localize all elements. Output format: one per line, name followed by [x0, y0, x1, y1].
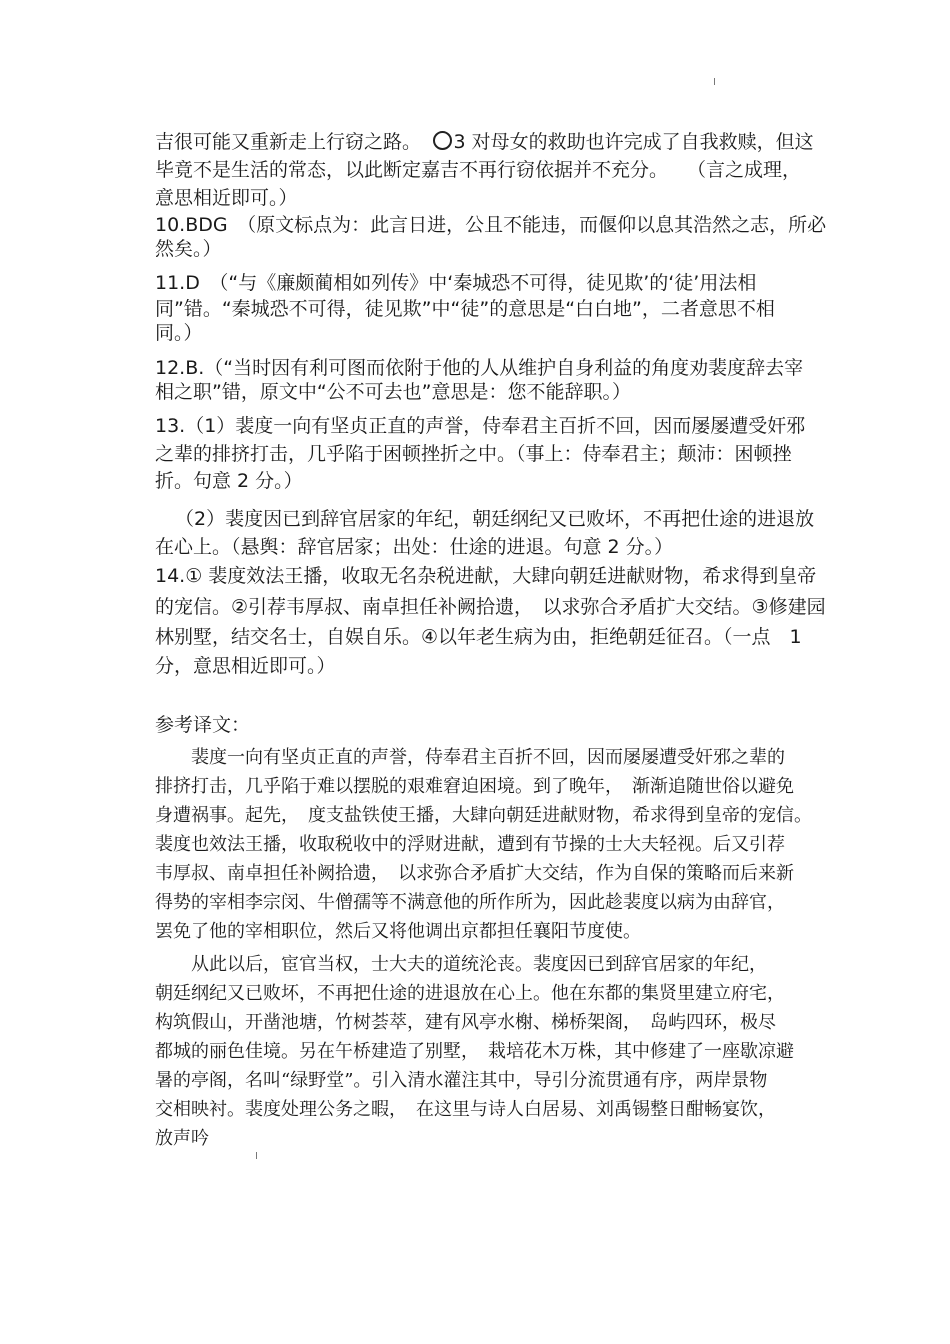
- answer-line-8: 同。）: [155, 322, 203, 344]
- translation-line-8: 从此以后，宦官当权，士大夫的道统沦丧。裴度因已到辞官居家的年纪，: [155, 954, 767, 975]
- translation-line-14: 放声吟: [155, 1128, 209, 1149]
- answer-text: 3 对母女的救助也许完成了自我救赎，但这: [453, 131, 814, 153]
- translation-line-1: 裴度一向有坚贞正直的声誉，侍奉君主百折不回，因而屡屡遭受奸邪之辈的: [155, 747, 785, 768]
- answer-line-5: 然矣。）: [155, 238, 222, 260]
- answer-line-15: 在心上。（悬舆：辞官居家；出处：仕途的进退。句意 2 分。）: [155, 536, 674, 558]
- translation-line-2: 排挤打击，几乎陷于难以摆脱的艰难窘迫困境。到了晚年， 渐渐追随世俗以避免: [155, 776, 794, 797]
- answer-line-17: 的宠信。②引荐韦厚叔、南卓担任补阙拾遗， 以求弥合矛盾扩大交结。③修建园: [155, 596, 826, 618]
- answer-line-1: [155, 129, 814, 155]
- answer-line-10: 相之职”错，原文中“公不可去也”意思是：您不能辞职。）: [155, 381, 632, 403]
- answer-11: 11.D （“与《廉颇蔺相如列传》中‘秦城恐不可得，徒见欺’的‘徒’用法相: [155, 272, 757, 294]
- answer-line-19: 分，意思相近即可。）: [155, 655, 336, 677]
- translation-line-4: 裴度也效法王播，收取税收中的浮财进献，遭到有节操的士大夫轻视。后又引荐: [155, 834, 785, 855]
- answer-10: 10.BDG （原文标点为：此言日进，公且不能违，而偃仰以息其浩然之志，所必: [155, 214, 827, 236]
- translation-line-12: 暑的亭阁，名叫“绿野堂”。引入清水灌注其中，导引分流贯通有序，两岸景物: [155, 1070, 768, 1091]
- translation-line-11: 都城的丽色佳境。另在午桥建造了别墅， 栽培花木万株，其中修建了一座歇凉避: [155, 1041, 794, 1062]
- answer-line-13: 折。句意 2 分。）: [155, 470, 303, 492]
- answer-line-12: 之辈的排挤打击，几乎陷于困顿挫折之中。（事上：侍奉君主；颠沛：困顿挫: [155, 443, 792, 465]
- translation-line-3: 身遭祸事。起先， 度支盐铁使王播，大肆向朝廷进献财物，希求得到皇帝的宠信。: [155, 805, 812, 826]
- scan-mark-top: [714, 78, 715, 85]
- translation-line-6: 得势的宰相李宗闵、牛僧孺等不满意他的所作所为，因此趁裴度以病为由辞官，: [155, 892, 785, 913]
- answer-14: 14.① 裴度效法王播，收取无名杂税进献，大肆向朝廷进献财物，希求得到皇帝: [155, 565, 817, 587]
- answer-12: 12.B.（“当时因有利可图而依附于他的人从维护自身利益的角度劝裴度辞去宰: [155, 357, 804, 379]
- answer-line-7: 同”错。“秦城恐不可得，徒见欺”中“徒”的意思是“白白地”，二者意思不相: [155, 298, 775, 320]
- translation-line-5: 韦厚叔、南卓担任补阙拾遗， 以求弥合矛盾扩大交结，作为自保的策略而后来新: [155, 863, 794, 884]
- answer-line-3: 意思相近即可。）: [155, 187, 298, 209]
- translation-line-9: 朝廷纲纪又已败坏，不再把仕途的进退放在心上。他在东都的集贤里建立府宅，: [155, 983, 785, 1004]
- translation-line-10: 构筑假山，开凿池塘，竹树荟萃，建有风亭水榭、梯桥架阁， 岛屿四环，极尽: [155, 1012, 776, 1033]
- translation-heading: 参考译文：: [155, 714, 251, 736]
- answer-13-2: （2）裴度因已到辞官居家的年纪，朝廷纲纪又已败坏，不再把仕途的进退放: [175, 508, 815, 530]
- answer-line-18: 林别墅，结交名士，自娱自乐。④以年老生病为由，拒绝朝廷征召。（一点 1: [155, 626, 802, 648]
- translation-line-13: 交相映衬。裴度处理公务之暇， 在这里与诗人白居易、刘禹锡整日酣畅宴饮，: [155, 1099, 776, 1120]
- scan-mark-bottom: [256, 1152, 257, 1159]
- circle-number-icon: [433, 131, 452, 150]
- answer-text: 吉很可能又重新走上行窃之路。: [155, 131, 412, 153]
- answer-13-1: 13.（1）裴度一向有坚贞正直的声誉，侍奉君主百折不回，因而屡屡遭受奸邪: [155, 415, 806, 437]
- translation-line-7: 罢免了他的宰相职位，然后又将他调出京都担任襄阳节度使。: [155, 921, 641, 942]
- answer-line-2: 毕竟不是生活的常态，以此断定嘉吉不再行窃依据并不充分。 （言之成理，: [155, 159, 802, 181]
